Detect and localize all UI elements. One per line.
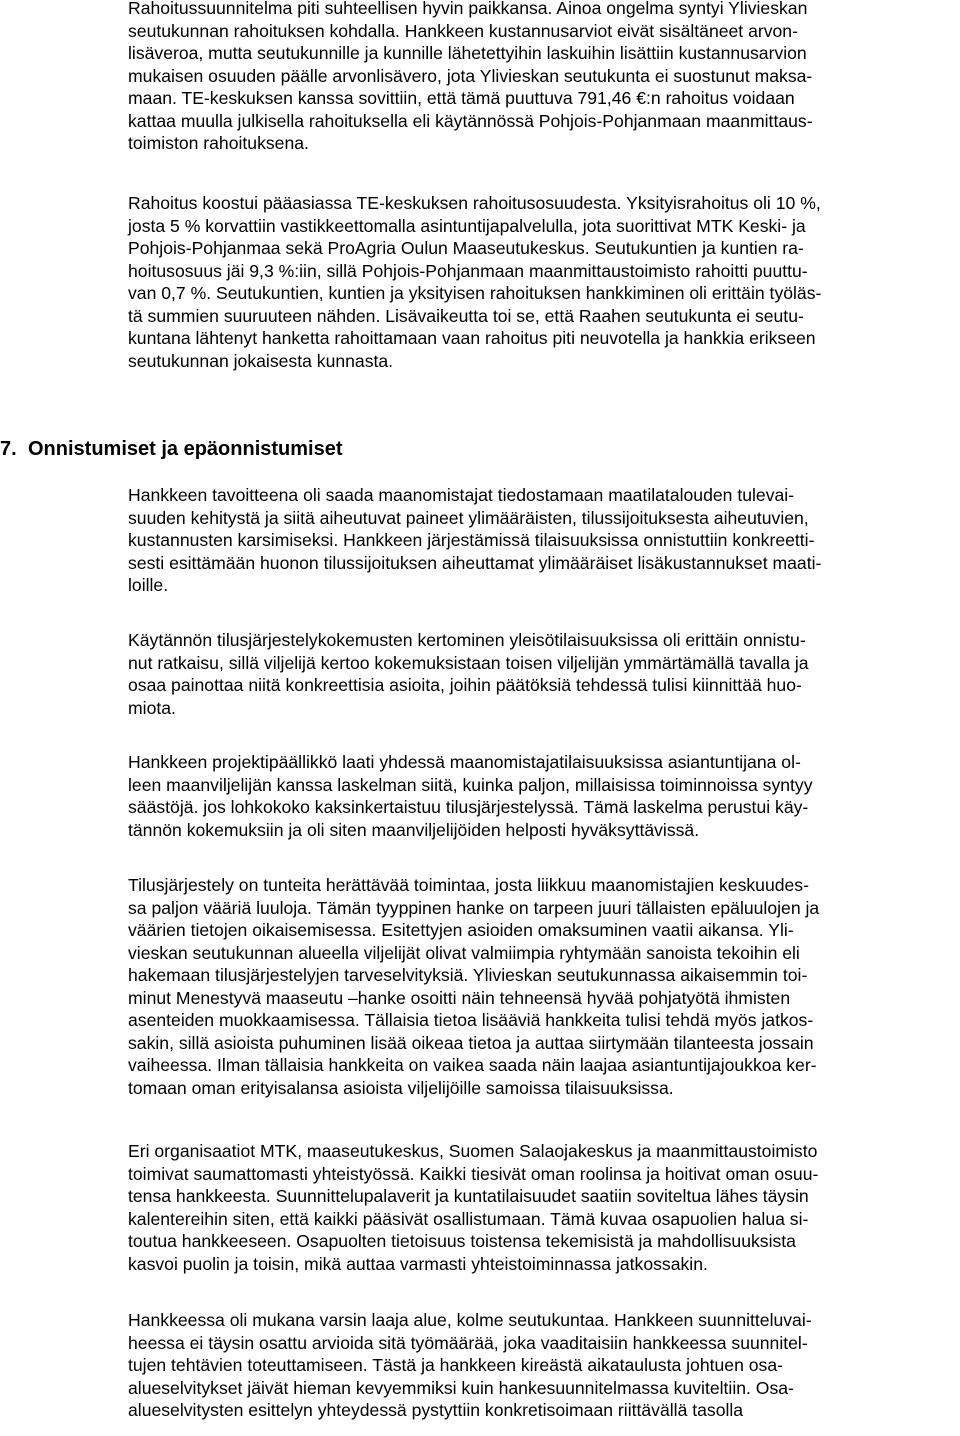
text-line: tensa hankkeesta. Suunnittelupalaverit ja kuntatilaisuudet saatiin soviteltua lähes täysin — [128, 1186, 809, 1206]
text-line: seutukunnan jokaisesta kunnasta. — [128, 350, 394, 371]
text-line: tujen tehtävien toteuttamiseen. Tästä ja hankkeen kireästä aikataulusta johtuen osa- — [128, 1355, 783, 1375]
text-line: Hankkeen projektipäällikkö laati yhdessä maanomistajatilaisuuksissa asiantuntijana ol- — [128, 752, 801, 772]
text-line: miota. — [128, 697, 176, 718]
text-line: tomaan oman erityisalansa asioista viljelijöille samoissa tilaisuuksissa. — [128, 1077, 674, 1098]
text-line: hoitusosuus jäi 9,3 %:iin, sillä Pohjois-Pohjanmaan maanmittaustoimisto rahoitti puuttu- — [128, 260, 808, 281]
text-line: vaiheessa. Ilman tällaisia hankkeita on vaikea saada näin laajaa asiantuntijajoukkoa ker- — [128, 1055, 817, 1075]
paragraph-project-area — [128, 1309, 960, 1422]
paragraph-funding-plan — [128, 0, 960, 155]
text-line: tännön kokemuksiin ja oli siten maanviljelijöiden helposti hyväksyttävissä. — [128, 819, 700, 840]
text-line: kattaa muulla julkisella rahoituksella eli käytännössä Pohjois-Pohjanmaan maanmittaus- — [128, 110, 813, 131]
text-line: sesti esittämään huonon tilussijoituksen aiheuttamat ylimääräiset lisäkustannukset maati- — [128, 552, 822, 573]
text-line: loille. — [128, 575, 169, 595]
text-line: kasvoi puolin ja toisin, mikä auttaa varmasti yhteistoiminnassa jatkossakin. — [128, 1253, 708, 1274]
text-line: Tilusjärjestely on tunteita herättävää toimintaa, josta liikkuu maanomistajien keskuudes- — [128, 875, 809, 895]
paragraph-misconceptions — [128, 874, 960, 1099]
text-line: mukaisen osuuden päälle arvonlisävero, jota Ylivieskan seutukunta ei suostunut maksa- — [128, 65, 813, 86]
text-line: toutua hankkeeseen. Osapuolten tietoisuus toistensa tekemisistä ja mahdollisuuksista — [128, 1231, 796, 1251]
text-line: sakin, sillä asioista puhuminen lisää oikeaa tietoa ja auttaa siirtymään tilanteesta jossain — [128, 1032, 814, 1053]
text-line: alueselvitysten esittelyn yhteydessä pystyttiin konkretisoimaan riittävällä tasolla — [128, 1400, 744, 1420]
text-line: heessa ei täysin osattu arvioida sitä työmäärää, joka vaaditaisiin hankkeessa suunnitel- — [128, 1332, 808, 1353]
paragraph-farmer-experience — [128, 629, 960, 719]
text-line: hakemaan tilusjärjestelyjen tarveselvityksiä. Ylivieskan seutukunnassa aikaisemmin toi- — [128, 965, 808, 985]
paragraph-calculation — [128, 751, 960, 841]
text-line: seutukunnan rahoituksen kohdalla. Hankkeen kustannusarviot eivät sisältäneet arvon- — [128, 20, 798, 41]
text-line: alueselvitykset jäivät hieman kevyemmiksi kuin hankesuunnitelmassa kuviteltiin. Osa- — [128, 1377, 794, 1398]
text-line: lisäveroa, mutta seutukunnille ja kunnille lähetettyihin laskuihin lisättiin kustannusarvion — [128, 43, 807, 63]
text-line: tä summien suuruuteen nähden. Lisävaikeutta toi se, että Raahen seutukunta ei seutu- — [128, 305, 804, 326]
paragraph-goal — [128, 484, 960, 597]
text-line: osaa painottaa niitä konkreettisia asioita, joihin päätöksiä tehdessä tulisi kiinnittää huo- — [128, 675, 802, 695]
text-line: säästöjä. jos lohkokoko kaksinkertaistuu tilusjärjestelyssä. Tämä laskelma perustui käy- — [128, 797, 809, 817]
section-title: Onnistumiset ja epäonnistumiset — [28, 438, 343, 460]
text-line: van 0,7 %. Seutukuntien, kuntien ja yksityisen rahoituksen hankkiminen oli erittäin työläs- — [128, 283, 822, 303]
text-line: kalentereihin siten, että kaikki pääsivät osallistumaan. Tämä kuvaa osapuolien halua si- — [128, 1208, 809, 1229]
section-heading — [0, 436, 343, 462]
text-line: toimivat saumattomasti yhteistyössä. Kaikki tiesivät oman roolinsa ja hoitivat oman osuu- — [128, 1163, 819, 1184]
text-line: sa paljon vääriä luuloja. Tämän tyyppinen hanke on tarpeen juuri tällaisten epäluulojen ja — [128, 897, 820, 918]
text-line: kustannusten karsimiseksi. Hankkeen järjestämissä tilaisuuksissa onnistuttiin konkreetti- — [128, 530, 815, 550]
text-line: kuntana lähtenyt hanketta rahoittamaan vaan rahoitus piti neuvotella ja hankkia erikseen — [128, 328, 816, 348]
text-line: Eri organisaatiot MTK, maaseutukeskus, Suomen Salaojakeskus ja maanmittaustoimisto — [128, 1141, 818, 1161]
text-line: josta 5 % korvattiin vastikkeettomalla asintuntijapalvelulla, jota suorittivat MTK Keski- ja — [128, 215, 806, 236]
text-line: Pohjois-Pohjanmaa sekä ProAgria Oulun Maaseutukeskus. Seutukuntien ja kuntien ra- — [128, 238, 804, 258]
text-line: vieskan seutukunnan alueella viljelijät olivat valmiimpia ryhtymään sanoista tekoihin eli — [128, 942, 800, 963]
text-line: suuden kehitystä ja siitä aiheutuvat paineet ylimääräisten, tilussijoituksesta aiheutuvien, — [128, 507, 809, 528]
text-line: maan. TE-keskuksen kanssa sovittiin, että tämä puuttuva 791,46 €:n rahoitus voidaan — [128, 88, 795, 108]
paragraph-funding-sources — [128, 192, 960, 372]
text-line: Hankkeen tavoitteena oli saada maanomistajat tiedostamaan maatilatalouden tulevai- — [128, 485, 795, 505]
text-line: Hankkeessa oli mukana varsin laaja alue, kolme seutukuntaa. Hankkeen suunnitteluvai- — [128, 1310, 812, 1330]
text-line: minut Menestyvä maaseutu –hanke osoitti näin tehneensä hyvää pohjatyötä ihmisten — [128, 987, 791, 1008]
text-line: toimiston rahoituksena. — [128, 133, 309, 153]
text-line: asenteiden muokkaamisessa. Tällaisia tietoa lisääviä hankkeita tulisi tehdä myös jatkos- — [128, 1010, 814, 1030]
text-line: Rahoitussuunnitelma piti suhteellisen hyvin paikkansa. Ainoa ongelma syntyi Ylivieskan — [128, 0, 808, 18]
text-line: nut ratkaisu, sillä viljelijä kertoo kokemuksistaan toisen viljelijän ymmärtämällä tavalla ja — [128, 652, 809, 673]
section-number: 7. — [0, 438, 17, 460]
text-line: väärien tietojen oikaisemisessa. Esitettyjen asioiden omaksuminen vaatii aikansa. Yli- — [128, 920, 794, 940]
text-line: leen maanviljelijän kanssa laskelman siitä, kuinka paljon, millaisissa toiminnoissa syntyy — [128, 774, 813, 795]
text-line: Käytännön tilusjärjestelykokemusten kertominen yleisötilaisuuksissa oli erittäin onnistu- — [128, 630, 806, 650]
paragraph-cooperation — [128, 1140, 960, 1275]
text-line: Rahoitus koostui pääasiassa TE-keskuksen rahoitusosuudesta. Yksityisrahoitus oli 10 %, — [128, 193, 821, 213]
